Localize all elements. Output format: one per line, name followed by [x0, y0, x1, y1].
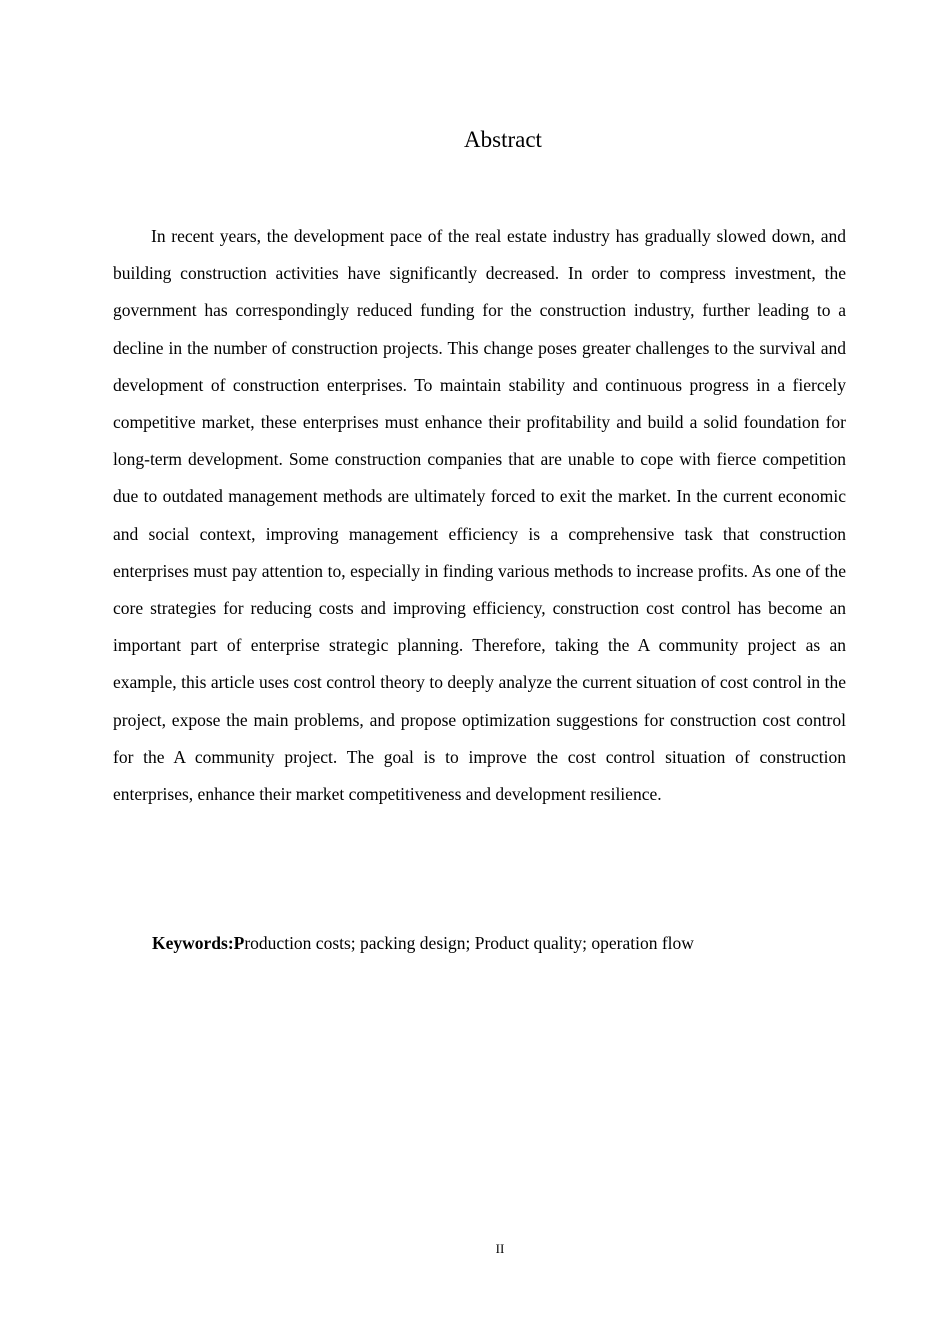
abstract-title: Abstract: [464, 127, 542, 152]
keywords-label: Keywords:P: [152, 933, 245, 953]
abstract-body: In recent years, the development pace of the real estate industry has gradually slowed down, and building construction activities have significantly decreased. In order to compress investment, the government has correspondingly reduced funding for the construction industry, further leading to a decline in the number of construction projects. This change poses greater challenges to the survival and development of construction enterprises. To maintain stability and continuous progress in a fiercely competitive market, these enterprises must enhance their profitability and build a solid foundation for long-term development. Some construction companies that are unable to cope with fierce competition due to outdated management methods are ultimately forced to exit the market. In the current economic and social context, improving management efficiency is a comprehensive task that construction enterprises must pay attention to, especially in finding various methods to increase profits. As one of the core strategies for reducing costs and improving efficiency, construction cost control has become an important part of enterprise strategic planning. Therefore, taking the A community project as an example, this article uses cost control theory to deeply analyze the current situation of cost control in the project, expose the main problems, and propose optimization suggestions for construction cost control for the A community project. The goal is to improve the cost control situation of construction enterprises, enhance their market competitiveness and development resilience.: [113, 226, 846, 805]
keywords-text: roduction costs; packing design; Product quality; operation flow: [244, 933, 694, 953]
page-number: II: [495, 1241, 505, 1256]
keywords-line: [152, 925, 852, 962]
